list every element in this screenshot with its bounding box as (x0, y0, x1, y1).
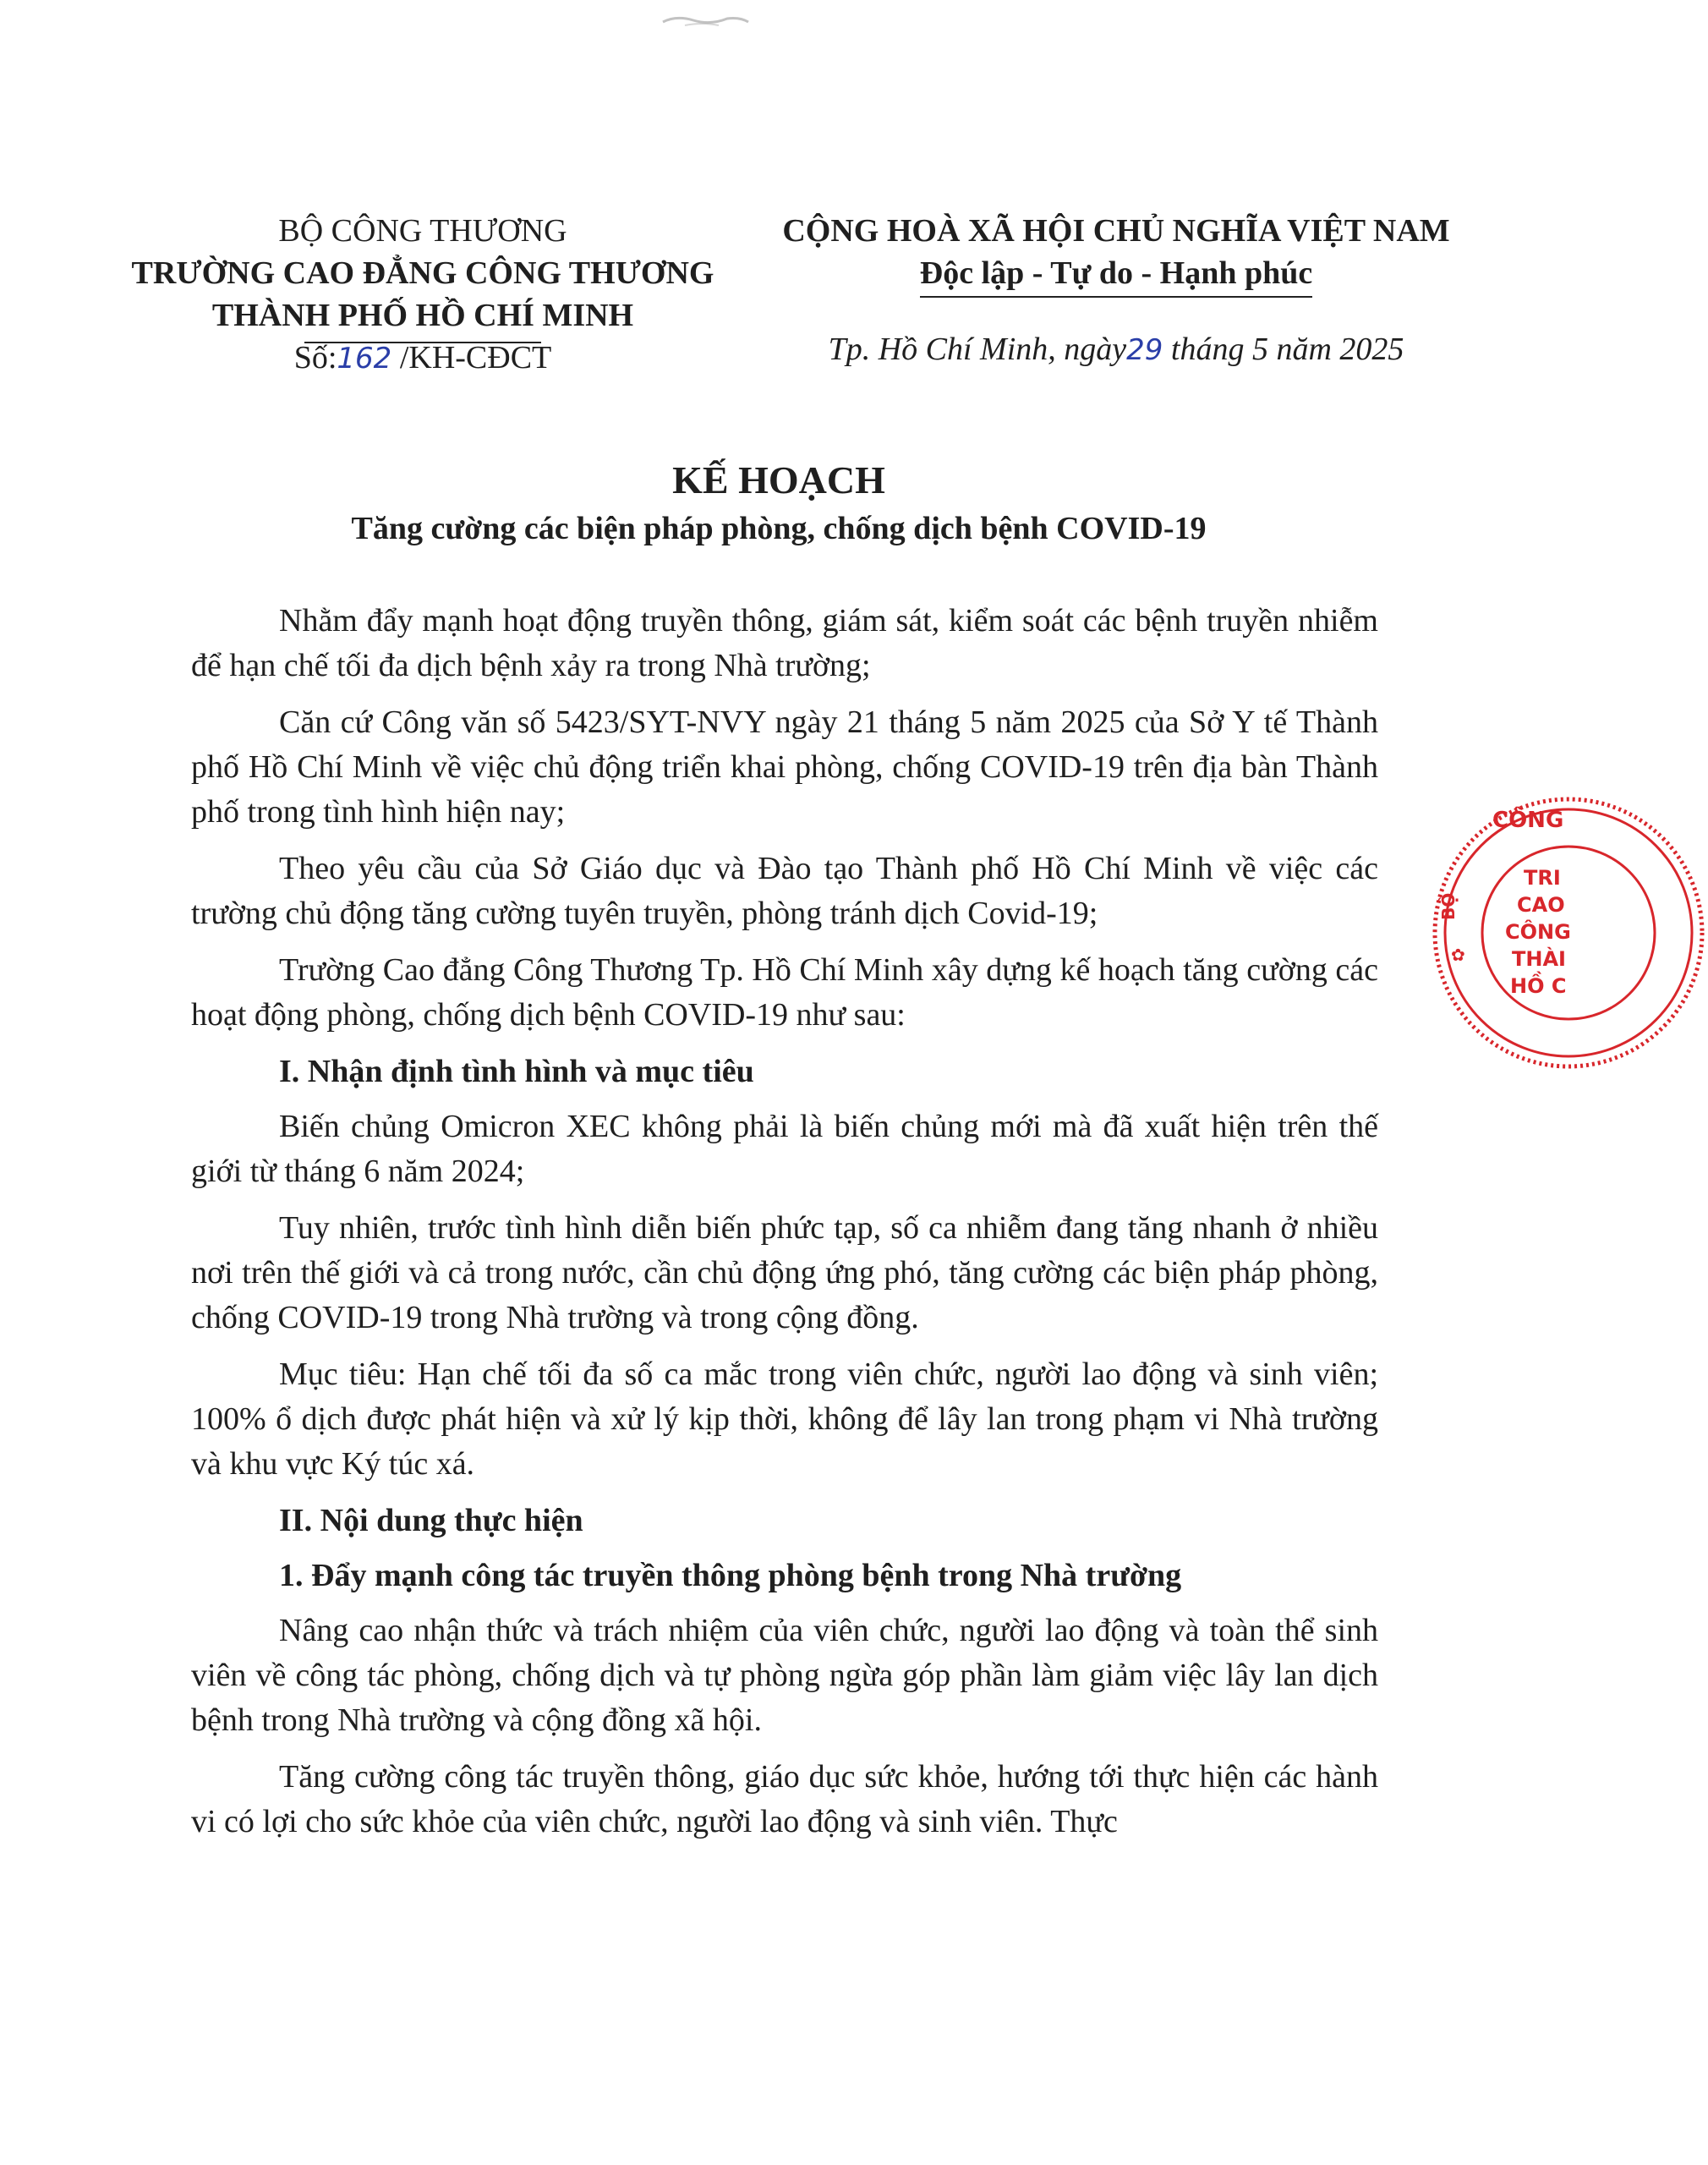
document-body (191, 599, 1378, 1856)
ministry-name: BỘ CÔNG THƯƠNG (278, 213, 567, 249)
date-day-handwritten: 29 (1126, 333, 1163, 367)
seal-text: HỒ C (1510, 974, 1567, 998)
national-header-block (761, 210, 1471, 298)
document-title: KẾ HOẠCH (672, 458, 885, 502)
doc-number-handwritten: 162 (337, 342, 392, 375)
doc-number-prefix: Số: (293, 340, 337, 375)
seal-text: THÀI (1512, 947, 1566, 971)
section-paragraph: Tuy nhiên, trước tình hình diễn biến phức tạp, số ca nhiễm đang tăng nhanh ở nhiều nơi trên thế giới và cả trong nước, cần chủ động ứng phó, tăng cường các biện pháp phòng, chống COVID-19 trong Nhà trường và trong cộng đồng. (191, 1210, 1378, 1335)
section-heading: II. Nội dung thực hiện (279, 1503, 583, 1538)
intro-paragraph: Căn cứ Công văn số 5423/SYT-NVY ngày 21 tháng 5 năm 2025 của Sở Y tế Thành phố Hồ Chí Minh về việc chủ động triển khai phòng, chống COVID-19 trên địa bàn Thành phố trong tình hình hiện nay; (191, 704, 1378, 830)
date-prefix: Tp. Hồ Chí Minh, ngày (828, 332, 1127, 367)
intro-paragraph: Trường Cao đẳng Công Thương Tp. Hồ Chí Minh xây dựng kế hoạch tăng cường các hoạt động phòng, chống dịch bệnh COVID-19 như sau: (191, 952, 1378, 1033)
intro-paragraph: Nhằm đẩy mạnh hoạt động truyền thông, giám sát, kiểm soát các bệnh truyền nhiễm để hạn chế tối đa dịch bệnh xảy ra trong Nhà trường; (191, 603, 1378, 683)
seal-text: TRI (1524, 866, 1561, 890)
issue-date (761, 328, 1471, 371)
section-paragraph: Tăng cường công tác truyền thông, giáo dục sức khỏe, hướng tới thực hiện các hành vi có lợi cho sức khỏe của viên chức, người lao động và sinh viên. Thực (191, 1759, 1378, 1839)
official-seal (1429, 793, 1571, 1072)
seal-icon (1429, 793, 1708, 1072)
seal-text: CÔNG (1505, 920, 1571, 944)
school-name-line1: TRƯỜNG CAO ĐẲNG CÔNG THƯƠNG (131, 255, 714, 291)
section-heading: I. Nhận định tình hình và mục tiêu (279, 1054, 754, 1089)
subsection-heading: 1. Đẩy mạnh công tác truyền thông phòng bệnh trong Nhà trường (279, 1558, 1182, 1593)
section-paragraph: Nâng cao nhận thức và trách nhiệm của viên chức, người lao động và toàn thể sinh viên về công tác phòng, chống dịch và tự phòng ngừa góp phần làm giảm việc lây lan dịch bệnh trong Nhà trường và cộng đồng xã hội. (191, 1613, 1378, 1738)
section-paragraph: Mục tiêu: Hạn chế tối đa số ca mắc trong viên chức, người lao động và sinh viên; 100% ổ dịch được phát hiện và xử lý kịp thời, không để lây lan trong phạm vi Nhà trường và khu vực Ký túc xá. (191, 1357, 1378, 1482)
school-name-line2: THÀNH PHỐ HỒ CHÍ MINH (211, 298, 634, 333)
seal-side-text: BỘ (1438, 892, 1459, 920)
seal-text: CAO (1517, 893, 1565, 917)
scan-artifact-icon (660, 12, 753, 30)
document-number (110, 337, 736, 380)
issuer-block (110, 210, 736, 343)
seal-star-icon: ✿ (1451, 945, 1465, 965)
seal-text: CÔNG (1492, 808, 1564, 833)
document-subtitle: Tăng cường các biện pháp phòng, chống dịch bệnh COVID-19 (351, 511, 1207, 546)
doc-number-suffix: /KH-CĐCT (391, 340, 552, 375)
country-name: CỘNG HOÀ XÃ HỘI CHỦ NGHĨA VIỆT NAM (782, 213, 1450, 249)
intro-paragraph: Theo yêu cầu của Sở Giáo dục và Đào tạo Thành phố Hồ Chí Minh về việc các trường chủ động tăng cường tuyên truyền, phòng tránh dịch Covid-19; (191, 851, 1378, 931)
national-motto: Độc lập - Tự do - Hạnh phúc (920, 252, 1313, 298)
date-suffix: tháng 5 năm 2025 (1163, 332, 1404, 367)
section-paragraph: Biến chủng Omicron XEC không phải là biến chủng mới mà đã xuất hiện trên thế giới từ tháng 6 năm 2024; (191, 1109, 1378, 1189)
